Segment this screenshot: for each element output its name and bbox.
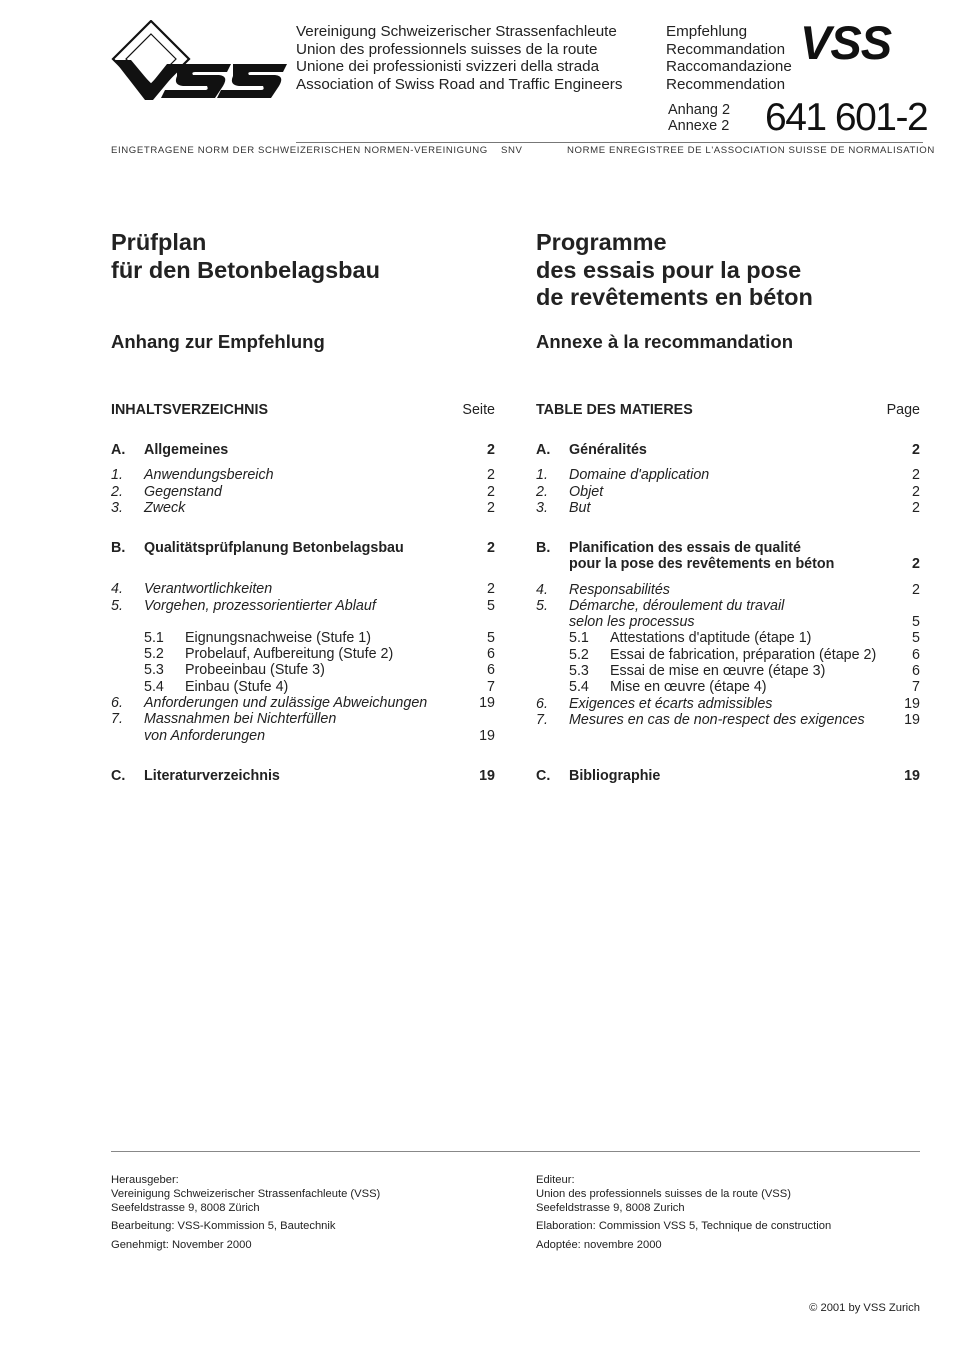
- toc-entry[interactable]: A. Généralités 2: [536, 442, 920, 458]
- toc-fr-section-b: [536, 540, 920, 728]
- title-fr-line-3: de revêtements en béton: [536, 284, 813, 310]
- title-fr-line-2: des essais pour la pose: [536, 256, 802, 283]
- footer-divider: [111, 1151, 920, 1152]
- document-number: 641 601-2: [765, 96, 928, 139]
- editing-de: Bearbeitung: VSS-Kommission 5, Bautechnik: [111, 1220, 336, 1233]
- toc-entry[interactable]: 5.3 Essai de mise en œuvre (étape 3) 6: [569, 663, 920, 680]
- toc-de-section-a: [111, 442, 495, 516]
- doc-type-en: Recommendation: [666, 75, 786, 93]
- subtitle-fr: Annexe à la recommandation: [536, 331, 794, 352]
- toc-fr: [536, 402, 920, 418]
- header-divider: [296, 142, 923, 143]
- title-fr: [536, 229, 813, 312]
- toc-entry[interactable]: 5. Vorgehen, prozessorientierter Ablauf 5: [111, 597, 495, 614]
- publisher-address-de: Seefeldstrasse 9, 8008 Zürich: [111, 1201, 260, 1214]
- toc-page-header-fr: Page: [886, 402, 920, 418]
- copyright: © 2001 by VSS Zurich: [809, 1302, 920, 1314]
- toc-entry-continued[interactable]: pour la pose des revêtements en béton 2: [569, 556, 920, 573]
- toc-entry[interactable]: C. Bibliographie 19: [536, 768, 920, 784]
- editing-fr: Elaboration: Commission VSS 5, Technique de construction: [536, 1220, 832, 1233]
- subtitle-de: Anhang zur Empfehlung: [111, 331, 325, 352]
- footer-de: [111, 1174, 380, 1253]
- title-de-line-1: Prüfplan: [111, 229, 207, 255]
- title-de: [111, 229, 380, 284]
- footer-fr: [536, 1174, 831, 1253]
- annex-de: Anhang 2: [668, 102, 731, 118]
- toc-entry[interactable]: 5.1 Attestations d'aptitude (étape 1) 5: [569, 630, 920, 647]
- publisher-label-de: Herausgeber:: [111, 1174, 179, 1186]
- title-de-line-2: für den Betonbelagsbau: [111, 256, 380, 283]
- vss-logo: [111, 20, 287, 102]
- toc-entry[interactable]: C. Literaturverzeichnis 19: [111, 768, 495, 784]
- org-name-it: Unione dei professionisti svizzeri della strada: [296, 58, 600, 76]
- title-fr-line-1: Programme: [536, 229, 667, 255]
- toc-entry[interactable]: 1. Anwendungsbereich 2: [111, 467, 495, 484]
- org-name-en: Association of Swiss Road and Traffic Engineers: [296, 75, 623, 93]
- norm-notice-de: EINGETRAGENE NORM DER SCHWEIZERISCHEN NORMEN-VEREINIGUNG: [111, 145, 488, 156]
- publisher-label-fr: Editeur:: [536, 1174, 575, 1186]
- toc-entry[interactable]: 2. Gegenstand 2: [111, 483, 495, 500]
- toc-entry[interactable]: B. Qualitätsprüfplanung Betonbelagsbau 2: [111, 540, 495, 556]
- doc-type-de: Empfehlung: [666, 23, 748, 40]
- toc-entry-continued[interactable]: von Anforderungen 19: [144, 727, 495, 744]
- toc-entry[interactable]: 5.2 Essai de fabrication, préparation (étape 2) 6: [569, 646, 920, 663]
- toc-entry[interactable]: 5.4 Einbau (Stufe 4) 7: [144, 678, 495, 695]
- toc-fr-section-a: [536, 442, 920, 516]
- toc-entry[interactable]: 5.4 Mise en œuvre (étape 4) 7: [569, 679, 920, 696]
- norm-notice-fr: NORME ENREGISTREE DE L'ASSOCIATION SUISSE DE NORMALISATION: [567, 145, 935, 156]
- toc-entry[interactable]: 5.2 Probelauf, Aufbereitung (Stufe 2) 6: [144, 646, 495, 663]
- toc-de: [111, 402, 495, 418]
- toc-title-fr: TABLE DES MATIERES: [536, 402, 693, 418]
- org-name-de: Vereinigung Schweizerischer Strassenfachleute: [296, 23, 617, 40]
- toc-entry[interactable]: 7. Mesures en cas de non-respect des exigences 19: [536, 711, 920, 728]
- toc-entry[interactable]: 5.3 Probeeinbau (Stufe 3) 6: [144, 662, 495, 679]
- org-name-fr: Union des professionnels suisses de la route: [296, 40, 598, 58]
- norm-notice-snv: SNV: [501, 145, 523, 156]
- toc-entry[interactable]: 4. Verantwortlichkeiten 2: [111, 581, 495, 598]
- toc-entry[interactable]: A. Allgemeines 2: [111, 442, 495, 458]
- publisher-name-fr: Union des professionnels suisses de la route (VSS): [536, 1187, 791, 1200]
- toc-entry[interactable]: 7. Massnahmen bei Nichterfüllen: [111, 711, 337, 728]
- toc-fr-section-c: [536, 768, 920, 784]
- toc-entry-continued[interactable]: selon les processus 5: [569, 614, 920, 631]
- approved-fr: Adoptée: novembre 2000: [536, 1239, 662, 1252]
- document-type: [666, 23, 792, 93]
- toc-page-header-de: Seite: [462, 402, 495, 418]
- doc-type-it: Raccomandazione: [666, 58, 792, 76]
- toc-entry[interactable]: 3. Zweck 2: [111, 499, 495, 516]
- toc-entry[interactable]: B. Planification des essais de qualité: [536, 540, 802, 556]
- toc-entry[interactable]: 6. Exigences et écarts admissibles 19: [536, 695, 920, 712]
- annex-fr: Annexe 2: [668, 118, 730, 134]
- toc-entry[interactable]: 2. Objet 2: [536, 483, 920, 500]
- annex-label: [668, 102, 730, 134]
- organisation-names: [296, 23, 622, 93]
- toc-title-de: INHALTSVERZEICHNIS: [111, 402, 269, 418]
- publisher-address-fr: Seefeldstrasse 9, 8008 Zurich: [536, 1201, 685, 1214]
- publisher-name-de: Vereinigung Schweizerischer Strassenfachleute (VSS): [111, 1187, 381, 1200]
- toc-entry[interactable]: 1. Domaine d'application 2: [536, 467, 920, 484]
- approved-de: Genehmigt: November 2000: [111, 1239, 252, 1252]
- toc-entry[interactable]: 4. Responsabilités 2: [536, 581, 920, 598]
- toc-de-section-b: [111, 540, 495, 744]
- toc-de-section-c: [111, 768, 495, 784]
- doc-type-fr: Recommandation: [666, 40, 786, 58]
- vss-wordmark: VSS: [800, 16, 892, 69]
- toc-entry[interactable]: 5.1 Eignungsnachweise (Stufe 1) 5: [144, 629, 495, 646]
- toc-entry[interactable]: 3. But 2: [536, 499, 920, 516]
- toc-entry[interactable]: 5. Démarche, déroulement du travail: [536, 597, 785, 614]
- toc-entry[interactable]: 6. Anforderungen und zulässige Abweichungen 19: [111, 695, 495, 712]
